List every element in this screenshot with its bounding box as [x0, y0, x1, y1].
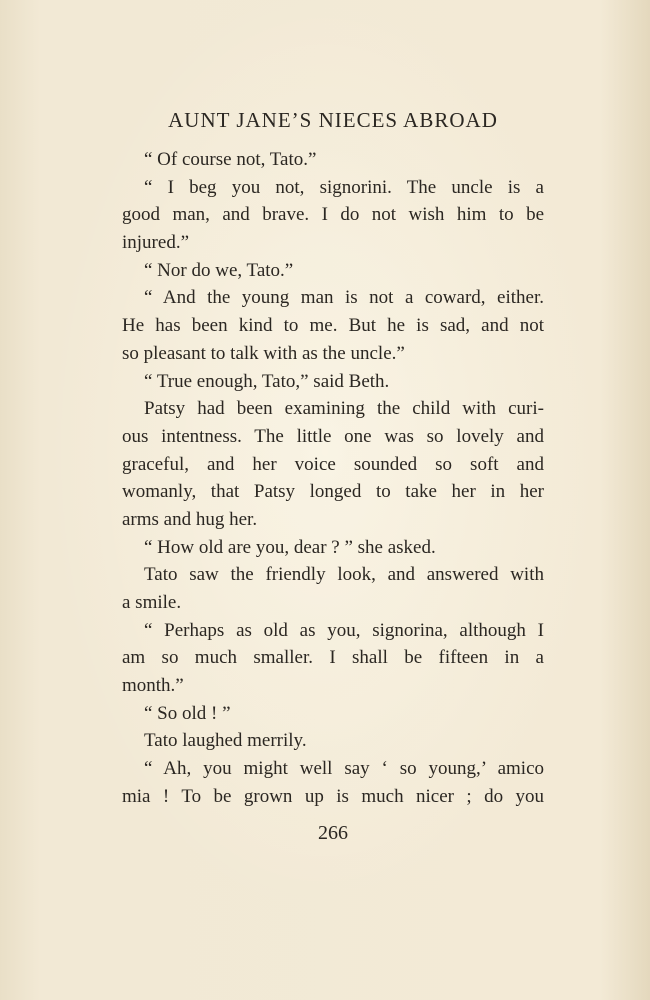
text-line: so pleasant to talk with as the uncle.”: [122, 342, 405, 364]
text-line: arms and hug her.: [122, 508, 258, 530]
text-line: “ So old ! ”: [144, 702, 231, 724]
text-line: “ Perhaps as old as you, signorina, although I: [144, 619, 544, 641]
text-line: Tato saw the friendly look, and answered with: [144, 564, 544, 586]
text-line: ous intentness. The little one was so lovely and: [122, 425, 544, 447]
text-line: a smile.: [122, 592, 182, 613]
text-line: “ How old are you, dear ? ” she asked.: [144, 536, 436, 558]
text-line: am so much smaller. I shall be fifteen in a: [122, 647, 544, 669]
body-text: [122, 146, 544, 811]
text-line: graceful, and her voice sounded so soft and: [122, 453, 544, 475]
text-line: Patsy had been examining the child with curi-: [144, 398, 544, 420]
text-line: good man, and brave. I do not wish him to be: [122, 204, 544, 226]
text-line: “ Of course not, Tato.”: [144, 149, 317, 170]
text-line: injured.”: [122, 232, 190, 254]
text-line: month.”: [122, 675, 184, 697]
text-line: “ I beg you not, signorini. The uncle is a: [144, 176, 544, 198]
text-line: He has been kind to me. But he is sad, and not: [122, 315, 544, 337]
text-line: mia ! To be grown up is much nicer ; do you: [122, 785, 544, 807]
text-line: “ Nor do we, Tato.”: [144, 259, 294, 281]
text-line: Tato laughed merrily.: [144, 730, 307, 752]
page-number: 266: [318, 822, 348, 844]
running-head: AUNT JANE’S NIECES ABROAD: [168, 108, 498, 132]
text-line: “ Ah, you might well say ‘ so young,’ amico: [144, 758, 544, 780]
text-line: “ And the young man is not a coward, either.: [144, 287, 544, 309]
text-line: womanly, that Patsy longed to take her in her: [122, 481, 544, 503]
text-line: “ True enough, Tato,” said Beth.: [144, 370, 390, 392]
